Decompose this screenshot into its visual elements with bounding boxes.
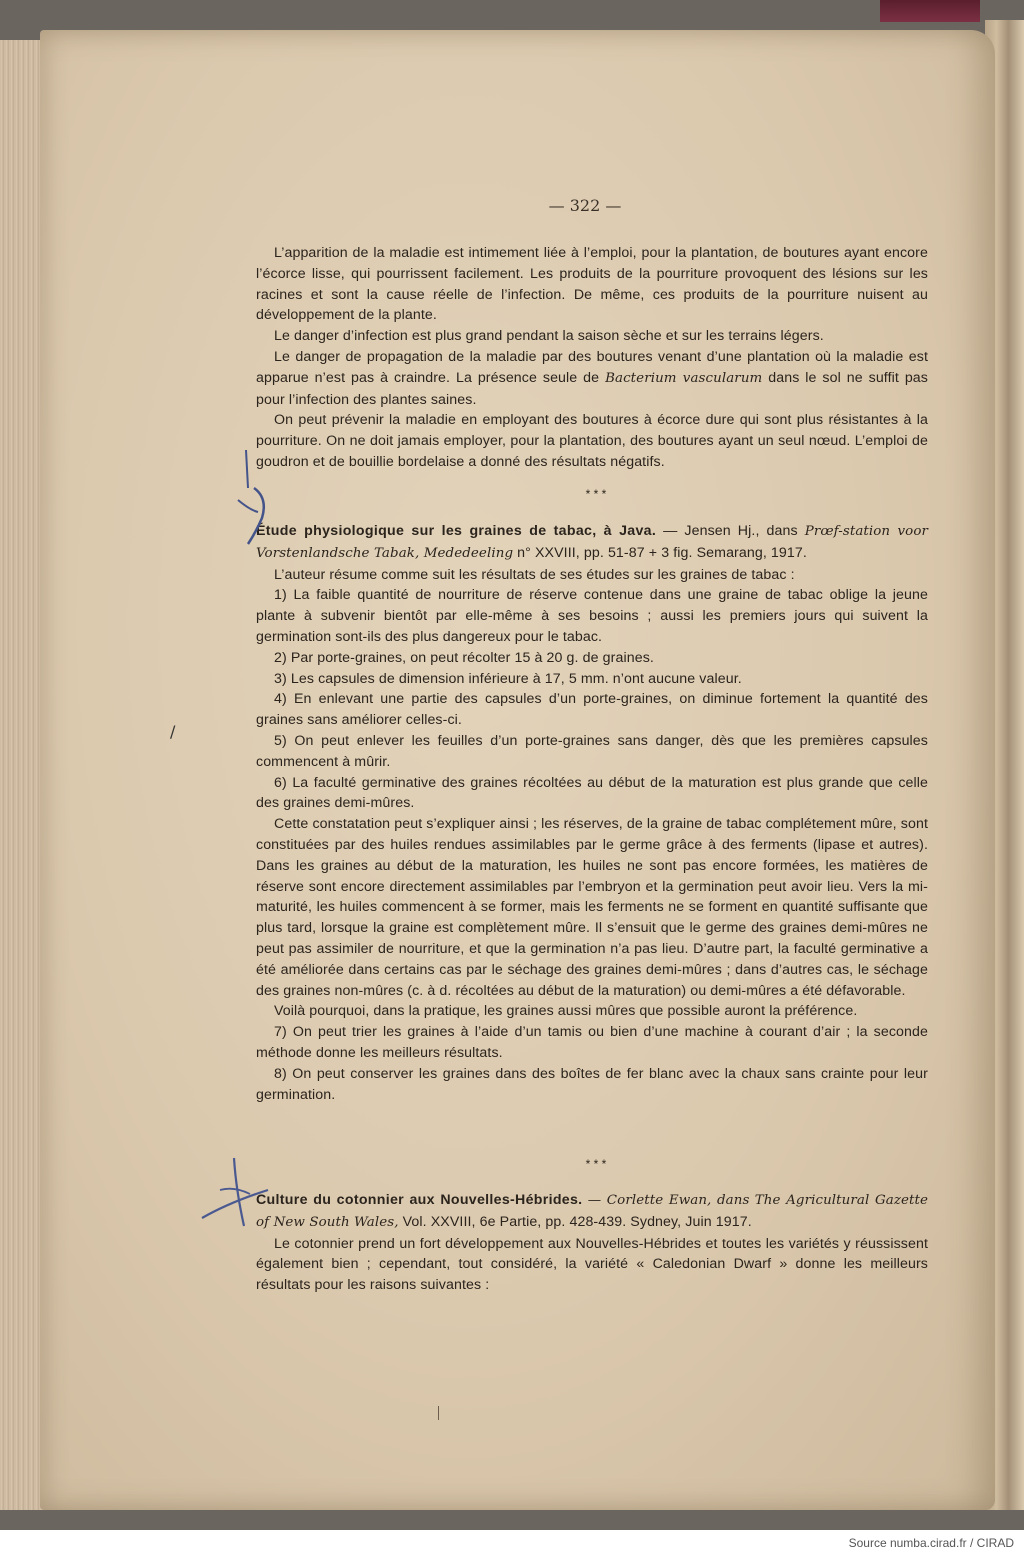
section-separator: * * * (585, 1157, 607, 1171)
section-separator: * * * (585, 487, 607, 501)
paragraph: L’apparition de la maladie est intimement liée à l’emploi, pour la plantation, de boutures ayant encore l’écorce lisse, qui pourrissent facilement. Les produits de la pourriture provoquent des lésions sur les racines et sont la cause réelle de l’infection. De même, ces produits de la pourriture nuisent au développement de la plante. (256, 245, 928, 324)
article-details: n° XXVIII, pp. 51-87 + 3 fig. Semarang, 1917. (517, 544, 807, 561)
section-2 (256, 521, 928, 1105)
paragraph-text: dans le sol ne suffit pas pour l’infection des plantes saines. (256, 369, 928, 408)
pencil-x-mark-icon (190, 1150, 280, 1240)
section-1 (256, 243, 928, 473)
source-credit: Source numba.cirad.fr / CIRAD (848, 1536, 1014, 1550)
paragraph: Le danger d’infection est plus grand pendant la saison sèche et sur les terrains légers. (274, 328, 824, 345)
paragraph: Voilà pourquoi, dans la pratique, les graines aussi mûres que possible auront la préférence. (274, 1003, 858, 1020)
article-reference (256, 1190, 928, 1234)
paragraph: Le cotonnier prend un fort développement aux Nouvelles-Hébrides et toutes les variétés y réussissent également bien ; cependant, tout considéré, la variété « Caledonian Dwarf » donne les meilleurs résultats pour les raisons suivantes : (256, 1235, 928, 1294)
article-author: — Jensen Hj., dans (663, 523, 798, 539)
page-number: — 322 — (548, 196, 622, 215)
list-item: 1) La faible quantité de nourriture de réserve contenue dans une graine de tabac oblige la jeune plante à subvenir bientôt par elle-même à ses besoins ; aussi les premiers jours qui suivent la germination sont-ils des plus dangereux pour le tabac. (256, 587, 928, 645)
list-item: 2) Par porte-graines, on peut récolter 15 à 20 g. de graines. (274, 649, 654, 666)
book-spine-top (880, 0, 980, 22)
article-author: — Corlette Ewan, dans (587, 1193, 750, 1208)
article-title: Étude physiologique sur les graines de tabac, à Java. (256, 523, 657, 539)
pencil-tick-icon: / (170, 722, 176, 741)
pencil-y-mark-icon (228, 440, 288, 550)
list-item: 7) On peut trier les graines à l’aide d’un tamis ou bien d’une machine à courant d’air ; la seconde méthode donne les meilleurs résultats. (256, 1024, 928, 1061)
article-title: Culture du cotonnier aux Nouvelles-Hébrides. (256, 1192, 583, 1208)
list-item: 4) En enlevant une partie des capsules d’un porte-graines, on diminue fortement la quantité des graines sans améliorer celles-ci. (256, 691, 928, 729)
article-reference (256, 521, 928, 565)
paragraph: On peut prévenir la maladie en employant des boutures à écorce dure qui sont plus résistantes à la pourriture. On ne doit jamais employer, pour la plantation, des boutures ayant un seul nœud. L’emploi de goudron et de bouillie bordelaise a donné des résultats négatifs. (256, 412, 928, 470)
section-3 (256, 1190, 928, 1296)
article-journal: The Agricultural Gazette of New South Wales, (256, 1193, 928, 1230)
article-details: Vol. XXVIII, 6e Partie, pp. 428-439. Sydney, Juin 1917. (402, 1213, 752, 1230)
article-journal: Prœf-station voor Vorstenlandsche Tabak, Mededeeling (256, 524, 928, 561)
paragraph: L’auteur résume comme suit les résultats de ses études sur les graines de tabac : (274, 566, 795, 583)
list-item: 5) On peut enlever les feuilles d’un porte-graines sans danger, dès que les premières capsules commencent à mûrir. (256, 732, 928, 770)
paragraph (256, 347, 928, 410)
page-tick (438, 1406, 439, 1420)
list-item: 6) La faculté germinative des graines récoltées au début de la maturation est plus grande que celle des graines demi-mûres. (256, 774, 928, 812)
paragraph: Cette constatation peut s’expliquer ainsi ; les réserves, de la graine de tabac complétement mûre, sont constituées par des huiles rendues assimilables par le germe grâce à des ferments (lipase et autres). Dans les graines au début de la maturation, les huiles ne sont pas encore formées, les matières de réserve sont encore directement assimilables par l’embryon et la germination peut avoir lieu. Vers la mi-maturité, les huiles commencent à se former, mais les ferments ne se forment en quantité suffisante que plus tard, lorsque la graine est complètement mûre. Il s’ensuit que le germe des graines demi-mûres ne peut pas assimiler de nourriture, et que la germination n’a pas lieu. D’autre part, la faculté germinative a été améliorée dans certains cas par le séchage des graines demi-mûres ; dans d’autres cas, le séchage des graines non-mûres (c. à d. récoltées au début de la maturation) ou demi-mûres a été défavorable. (256, 816, 928, 999)
paragraph-text: Le danger de propagation de la maladie par des boutures venant d’une plantation où la maladie est apparue n’est pas à craindre. La présence seule de (256, 348, 928, 386)
species-name: Bacterium vascularum (605, 370, 763, 386)
list-item: 8) On peut conserver les graines dans des boîtes de fer blanc avec la chaux sans crainte pour leur germination. (256, 1065, 928, 1103)
list-item: 3) Les capsules de dimension inférieure à 17, 5 mm. n’ont aucune valeur. (274, 670, 742, 687)
